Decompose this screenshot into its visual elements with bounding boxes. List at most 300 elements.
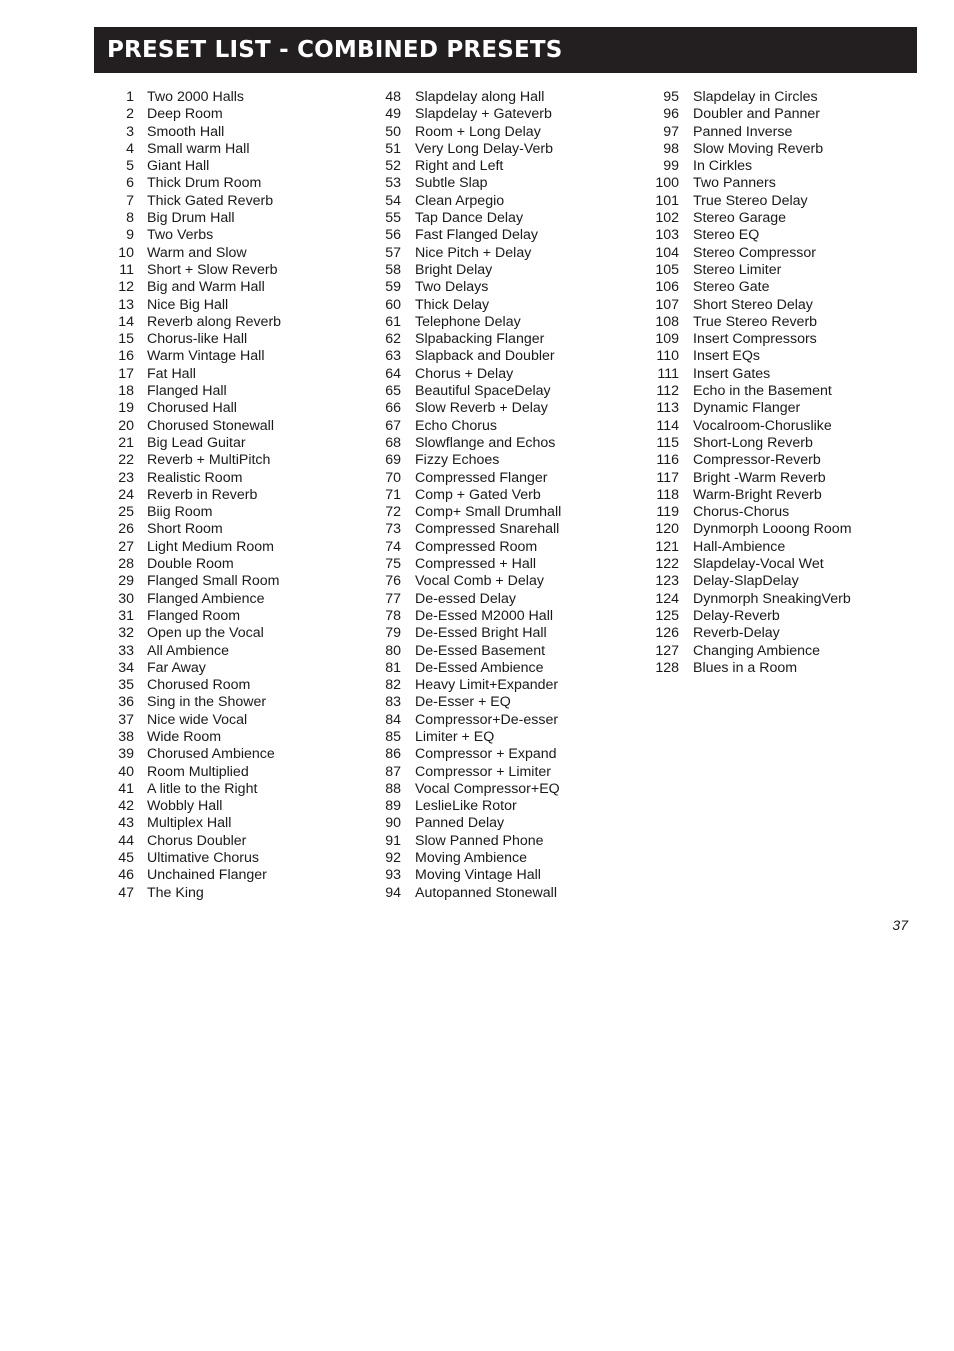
preset-row	[370, 712, 561, 729]
preset-name: De-Esser + EQ	[415, 694, 511, 711]
preset-row	[106, 400, 281, 417]
preset-name: Hall-Ambience	[693, 538, 786, 555]
preset-number: 75	[385, 556, 401, 573]
preset-number: 114	[656, 417, 679, 434]
preset-name: Flanged Hall	[147, 383, 227, 400]
preset-number: 107	[655, 296, 679, 313]
preset-row	[106, 245, 281, 262]
preset-row	[640, 245, 852, 262]
preset-row	[370, 867, 561, 884]
preset-name: Moving Vintage Hall	[415, 867, 541, 884]
preset-name: Chorused Room	[147, 677, 251, 694]
preset-name: Panned Delay	[415, 815, 505, 832]
preset-name: Double Room	[147, 556, 234, 573]
preset-number: 52	[385, 158, 401, 175]
preset-name: Two 2000 Halls	[147, 89, 244, 105]
preset-name: Stereo EQ	[693, 227, 760, 244]
preset-name: Compressor + Limiter	[415, 763, 552, 780]
preset-number: 49	[385, 106, 401, 123]
preset-name: Heavy Limit+Expander	[415, 677, 559, 694]
preset-number: 61	[385, 313, 401, 330]
preset-name: Slowflange and Echos	[415, 434, 556, 451]
preset-number: 98	[663, 140, 679, 157]
preset-number: 15	[118, 331, 134, 348]
preset-number: 93	[385, 867, 401, 884]
preset-number: 83	[385, 694, 401, 711]
preset-number: 29	[118, 573, 134, 590]
preset-number: 43	[118, 815, 134, 832]
preset-name: Unchained Flanger	[147, 867, 267, 884]
preset-row	[106, 833, 281, 850]
preset-number: 60	[385, 296, 401, 313]
preset-row	[370, 729, 561, 746]
preset-number: 77	[385, 590, 401, 607]
preset-number: 126	[655, 625, 679, 642]
preset-number: 123	[655, 573, 679, 590]
preset-row	[106, 314, 281, 331]
preset-row	[106, 279, 281, 296]
preset-number: 57	[385, 244, 401, 261]
preset-row	[370, 521, 561, 538]
preset-number: 33	[118, 642, 134, 659]
preset-number: 30	[118, 590, 134, 607]
preset-number: 73	[385, 521, 401, 538]
preset-row	[640, 643, 852, 660]
preset-number: 103	[655, 227, 679, 244]
preset-name: Nice Big Hall	[147, 296, 229, 313]
preset-number: 86	[385, 746, 401, 763]
preset-row	[106, 227, 281, 244]
preset-name: Big Drum Hall	[147, 210, 235, 227]
preset-name: Realistic Room	[147, 469, 243, 486]
preset-name: Thick Delay	[415, 296, 490, 313]
preset-name: Reverb along Reverb	[147, 313, 282, 330]
preset-number: 81	[385, 659, 401, 676]
preset-row	[640, 383, 852, 400]
preset-row	[640, 106, 852, 123]
preset-name: Insert EQs	[693, 348, 761, 365]
preset-row	[370, 833, 561, 850]
preset-name: Slapdelay along Hall	[415, 89, 545, 105]
preset-row	[370, 643, 561, 660]
preset-row	[370, 227, 561, 244]
preset-number: 27	[118, 538, 134, 555]
preset-name: Two Verbs	[147, 227, 214, 244]
preset-name: Far Away	[147, 659, 206, 676]
preset-row	[640, 141, 852, 158]
preset-name: Panned Inverse	[693, 123, 793, 140]
preset-number: 106	[655, 279, 679, 296]
preset-row	[106, 798, 281, 815]
preset-row	[370, 815, 561, 832]
preset-name: Vocalroom-Choruslike	[693, 417, 832, 434]
preset-name: Doubler and Panner	[693, 106, 820, 123]
preset-row	[370, 764, 561, 781]
preset-row	[106, 867, 281, 884]
preset-row	[106, 383, 281, 400]
preset-number: 11	[119, 261, 134, 278]
preset-number: 121	[655, 538, 679, 555]
preset-name: Deep Room	[147, 106, 223, 123]
preset-row	[106, 106, 281, 123]
preset-name: Warm and Slow	[147, 244, 247, 261]
preset-row	[106, 556, 281, 573]
header-bar	[94, 27, 917, 73]
preset-number: 54	[385, 192, 401, 209]
preset-number: 94	[385, 884, 401, 901]
preset-name: Right and Left	[415, 158, 504, 175]
preset-row	[640, 175, 852, 192]
preset-row	[370, 175, 561, 192]
preset-name: Warm-Bright Reverb	[693, 486, 822, 503]
preset-name: Slapdelay + Gateverb	[415, 106, 552, 123]
preset-number: 95	[663, 89, 679, 105]
preset-name: Short + Slow Reverb	[147, 261, 278, 278]
preset-number: 58	[385, 261, 401, 278]
preset-number: 128	[655, 659, 679, 676]
preset-row	[370, 694, 561, 711]
preset-row	[640, 331, 852, 348]
preset-name: A litle to the Right	[147, 780, 258, 797]
preset-row	[370, 539, 561, 556]
page-title: PRESET LIST - COMBINED PRESETS	[107, 37, 563, 63]
preset-number: 65	[385, 383, 401, 400]
preset-number: 90	[385, 815, 401, 832]
preset-name: Wobbly Hall	[147, 798, 223, 815]
page-number: 37	[892, 917, 908, 933]
preset-name: Smooth Hall	[147, 123, 225, 140]
preset-name: Delay-SlapDelay	[693, 573, 799, 590]
preset-number: 66	[385, 400, 401, 417]
preset-row	[106, 89, 281, 106]
preset-row	[106, 158, 281, 175]
preset-name: Chorused Hall	[147, 400, 237, 417]
preset-row	[370, 141, 561, 158]
preset-number: 105	[655, 261, 679, 278]
preset-row	[370, 885, 561, 902]
preset-row	[640, 124, 852, 141]
preset-row	[106, 348, 281, 365]
preset-row	[640, 314, 852, 331]
preset-row	[106, 141, 281, 158]
preset-name: Telephone Delay	[415, 313, 521, 330]
preset-row	[370, 383, 561, 400]
preset-name: Flanged Room	[147, 607, 241, 624]
preset-name: Big and Warm Hall	[147, 279, 265, 296]
preset-row	[106, 660, 281, 677]
preset-row	[370, 746, 561, 763]
preset-row	[640, 435, 852, 452]
preset-name: Slow Panned Phone	[415, 832, 544, 849]
preset-number: 69	[385, 452, 401, 469]
preset-name: Moving Ambience	[415, 850, 527, 867]
preset-row	[106, 297, 281, 314]
preset-number: 72	[385, 504, 401, 521]
preset-row	[370, 573, 561, 590]
preset-name: Nice wide Vocal	[147, 711, 248, 728]
preset-name: Fast Flanged Delay	[415, 227, 539, 244]
preset-row	[106, 452, 281, 469]
preset-name: Sing in the Shower	[147, 694, 267, 711]
preset-number: 46	[118, 867, 134, 884]
preset-number: 3	[126, 123, 134, 140]
preset-number: 47	[118, 884, 134, 901]
preset-number: 127	[655, 642, 679, 659]
preset-name: Slow Reverb + Delay	[415, 400, 548, 417]
preset-number: 16	[118, 348, 134, 365]
preset-row	[370, 245, 561, 262]
preset-row	[106, 677, 281, 694]
preset-number: 38	[118, 728, 134, 745]
preset-name: Small warm Hall	[147, 140, 250, 157]
preset-name: Insert Gates	[693, 365, 771, 382]
preset-row	[106, 418, 281, 435]
preset-name: Fat Hall	[147, 365, 196, 382]
preset-name: True Stereo Delay	[693, 192, 808, 209]
preset-number: 91	[385, 832, 401, 849]
preset-name: Biig Room	[147, 504, 213, 521]
preset-name: Multiplex Hall	[147, 815, 232, 832]
preset-number: 87	[385, 763, 401, 780]
preset-row	[106, 124, 281, 141]
preset-name: Wide Room	[147, 728, 222, 745]
preset-row	[640, 348, 852, 365]
preset-number: 104	[655, 244, 679, 261]
preset-row	[106, 885, 281, 902]
preset-name: Compressed Snarehall	[415, 521, 560, 538]
preset-row	[640, 227, 852, 244]
preset-name: Comp+ Small Drumhall	[415, 504, 562, 521]
preset-number: 111	[657, 365, 679, 382]
preset-number: 63	[385, 348, 401, 365]
preset-number: 89	[385, 798, 401, 815]
preset-name: Warm Vintage Hall	[147, 348, 265, 365]
preset-row	[640, 452, 852, 469]
preset-row	[106, 366, 281, 383]
preset-name: Subtle Slap	[415, 175, 488, 192]
preset-number: 40	[118, 763, 134, 780]
preset-row	[106, 625, 281, 642]
preset-number: 12	[118, 279, 134, 296]
preset-name: Short Stereo Delay	[693, 296, 813, 313]
preset-row	[370, 314, 561, 331]
preset-name: Light Medium Room	[147, 538, 274, 555]
preset-row	[106, 764, 281, 781]
preset-number: 122	[655, 556, 679, 573]
preset-number: 64	[385, 365, 401, 382]
preset-row	[106, 573, 281, 590]
preset-name: Compressor+De-esser	[415, 711, 559, 728]
preset-column-3	[640, 89, 852, 677]
preset-row	[640, 660, 852, 677]
preset-number: 25	[118, 504, 134, 521]
preset-number: 71	[385, 486, 401, 503]
preset-number: 35	[118, 677, 134, 694]
preset-name: De-Essed Bright Hall	[415, 625, 547, 642]
preset-name: Clean Arpegio	[415, 192, 505, 209]
preset-row	[640, 591, 852, 608]
preset-row	[640, 521, 852, 538]
preset-name: Compressor-Reverb	[693, 452, 821, 469]
preset-name: Two Delays	[415, 279, 489, 296]
preset-number: 70	[385, 469, 401, 486]
preset-row	[370, 193, 561, 210]
preset-name: Reverb-Delay	[693, 625, 780, 642]
preset-row	[640, 608, 852, 625]
preset-row	[370, 435, 561, 452]
preset-row	[640, 297, 852, 314]
preset-number: 5	[126, 158, 134, 175]
preset-number: 51	[385, 140, 401, 157]
preset-name: Dynamic Flanger	[693, 400, 801, 417]
preset-row	[106, 210, 281, 227]
preset-row	[370, 124, 561, 141]
preset-number: 45	[118, 850, 134, 867]
preset-row	[106, 608, 281, 625]
preset-number: 68	[385, 434, 401, 451]
preset-name: Chorused Stonewall	[147, 417, 274, 434]
preset-row	[106, 781, 281, 798]
preset-number: 4	[126, 140, 134, 157]
preset-row	[106, 539, 281, 556]
preset-row	[370, 210, 561, 227]
preset-name: Compressed + Hall	[415, 556, 537, 573]
preset-number: 14	[118, 313, 134, 330]
preset-number: 10	[118, 244, 134, 261]
preset-name: Stereo Garage	[693, 210, 787, 227]
preset-number: 109	[655, 331, 679, 348]
preset-number: 116	[656, 452, 679, 469]
preset-row	[370, 591, 561, 608]
preset-number: 53	[385, 175, 401, 192]
preset-name: Chorused Ambience	[147, 746, 275, 763]
preset-number: 39	[118, 746, 134, 763]
preset-row	[370, 850, 561, 867]
preset-row	[106, 487, 281, 504]
preset-row	[106, 262, 281, 279]
preset-number: 80	[385, 642, 401, 659]
preset-number: 62	[385, 331, 401, 348]
preset-number: 120	[655, 521, 679, 538]
preset-row	[370, 452, 561, 469]
preset-name: Big Lead Guitar	[147, 434, 246, 451]
preset-number: 31	[118, 607, 134, 624]
preset-number: 125	[655, 607, 679, 624]
preset-number: 44	[118, 832, 134, 849]
preset-number: 92	[385, 850, 401, 867]
preset-name: De-Essed M2000 Hall	[415, 607, 553, 624]
preset-row	[370, 262, 561, 279]
preset-name: All Ambience	[147, 642, 230, 659]
preset-row	[106, 470, 281, 487]
preset-number: 74	[385, 538, 401, 555]
preset-row	[640, 504, 852, 521]
preset-number: 79	[385, 625, 401, 642]
preset-name: Insert Compressors	[693, 331, 817, 348]
preset-name: Echo in the Basement	[693, 383, 832, 400]
preset-name: Flanged Small Room	[147, 573, 280, 590]
preset-number: 112	[656, 383, 679, 400]
preset-number: 115	[656, 434, 679, 451]
preset-number: 50	[385, 123, 401, 140]
preset-name: De-Essed Basement	[415, 642, 546, 659]
preset-name: Flanged Ambience	[147, 590, 265, 607]
preset-row	[640, 487, 852, 504]
preset-name: Chorus-Chorus	[693, 504, 790, 521]
preset-name: Chorus Doubler	[147, 832, 247, 849]
preset-name: Very Long Delay-Verb	[415, 140, 554, 157]
preset-row	[640, 470, 852, 487]
preset-row	[640, 279, 852, 296]
preset-name: Delay-Reverb	[693, 607, 780, 624]
preset-number: 9	[126, 227, 134, 244]
preset-name: Stereo Limiter	[693, 261, 782, 278]
preset-row	[640, 539, 852, 556]
preset-name: Autopanned Stonewall	[415, 884, 557, 901]
preset-column-1	[106, 89, 281, 902]
preset-row	[106, 694, 281, 711]
preset-number: 100	[655, 175, 679, 192]
preset-name: True Stereo Reverb	[693, 313, 818, 330]
preset-number: 24	[118, 486, 134, 503]
preset-number: 42	[118, 798, 134, 815]
preset-row	[106, 435, 281, 452]
preset-number: 13	[118, 296, 134, 313]
preset-name: De-Essed Ambience	[415, 659, 544, 676]
preset-row	[370, 331, 561, 348]
preset-number: 67	[385, 417, 401, 434]
preset-row	[640, 262, 852, 279]
preset-number: 48	[385, 89, 401, 105]
preset-row	[370, 556, 561, 573]
preset-number: 41	[118, 780, 134, 797]
preset-row	[370, 418, 561, 435]
preset-name: Slow Moving Reverb	[693, 140, 824, 157]
preset-number: 56	[385, 227, 401, 244]
preset-row	[640, 400, 852, 417]
preset-number: 119	[656, 504, 679, 521]
preset-number: 37	[118, 711, 134, 728]
preset-row	[106, 521, 281, 538]
preset-number: 85	[385, 728, 401, 745]
preset-row	[640, 556, 852, 573]
preset-row	[370, 89, 561, 106]
preset-row	[106, 331, 281, 348]
preset-name: Compressor + Expand	[415, 746, 557, 763]
preset-row	[370, 660, 561, 677]
preset-row	[370, 366, 561, 383]
preset-row	[370, 158, 561, 175]
preset-name: Two Panners	[693, 175, 776, 192]
preset-number: 110	[656, 348, 679, 365]
preset-row	[106, 193, 281, 210]
preset-name: Blues in a Room	[693, 659, 798, 676]
preset-number: 8	[126, 210, 134, 227]
preset-row	[106, 591, 281, 608]
preset-row	[640, 193, 852, 210]
preset-row	[640, 366, 852, 383]
preset-row	[370, 677, 561, 694]
preset-name: Short-Long Reverb	[693, 434, 813, 451]
preset-name: Slpabacking Flanger	[415, 331, 545, 348]
preset-name: Stereo Gate	[693, 279, 770, 296]
preset-row	[106, 504, 281, 521]
preset-number: 17	[118, 365, 134, 382]
preset-row	[370, 798, 561, 815]
preset-name: Compressed Room	[415, 538, 538, 555]
preset-name: Chorus-like Hall	[147, 331, 248, 348]
preset-number: 22	[118, 452, 134, 469]
